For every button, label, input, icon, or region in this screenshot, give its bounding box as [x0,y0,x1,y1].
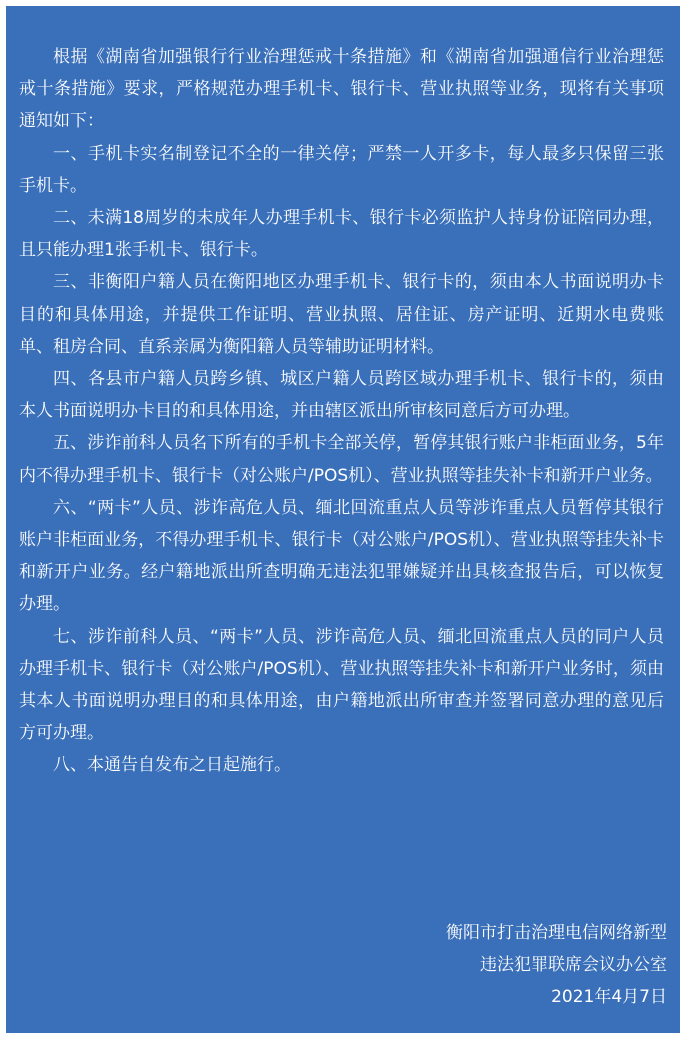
notice-item-6: 六、“两卡”人员、涉诈高危人员、缅北回流重点人员等涉诈重点人员暂停其银行账户非柜面业务，不得办理手机卡、银行卡（对公账户/POS机）、营业执照等挂失补卡和新开户业务。经户籍地派出所查明确无违法犯罪嫌疑并出具核查报告后，可以恢复办理。 [19,497,664,615]
notice-item-4: 四、各县市户籍人员跨乡镇、城区户籍人员跨区域办理手机卡、银行卡的，须由本人书面说明办卡目的和具体用途，并由辖区派出所审核同意后方可办理。 [19,369,664,422]
signature-date: 2021年4月7日 [551,987,667,1007]
notice-panel [6,6,680,1033]
notice-intro: 根据《湖南省加强银行行业治理惩戒十条措施》和《湖南省加强通信行业治理惩戒十条措施》要求，严格规范办理手机卡、银行卡、营业执照等业务，现将有关事项通知如下： [19,47,664,132]
notice-item-8: 八、本通告自发布之日起施行。 [53,755,291,776]
signature-org-line-1: 衡阳市打击治理电信网络新型 [446,923,667,943]
notice-item-1: 一、手机卡实名制登记不全的一律关停；严禁一人开多卡，每人最多只保留三张手机卡。 [19,143,664,196]
notice-item-3: 三、非衡阳户籍人员在衡阳地区办理手机卡、银行卡的，须由本人书面说明办卡目的和具体用途，并提供工作证明、营业执照、居住证、房产证明、近期水电费账单、租房合同、直系亲属为衡阳籍人员等辅助证明材料。 [19,272,664,357]
notice-item-5: 五、涉诈前科人员名下所有的手机卡全部关停，暂停其银行账户非柜面业务，5年内不得办理手机卡、银行卡（对公账户/POS机）、营业执照等挂失补卡和新开户业务。 [19,433,664,486]
signature-org-line-2: 违法犯罪联席会议办公室 [480,955,667,975]
signature-block [446,917,667,1013]
notice-item-7: 七、涉诈前科人员、“两卡”人员、涉诈高危人员、缅北回流重点人员的同户人员办理手机卡、银行卡（对公账户/POS机）、营业执照等挂失补卡和新开户业务时，须由其本人书面说明办理目的和具体用途，由户籍地派出所审查并签署同意办理的意见后方可办理。 [19,626,664,744]
notice-item-2: 二、未满18周岁的未成年人办理手机卡、银行卡必须监护人持身份证陪同办理，且只能办理1张手机卡、银行卡。 [19,208,664,261]
